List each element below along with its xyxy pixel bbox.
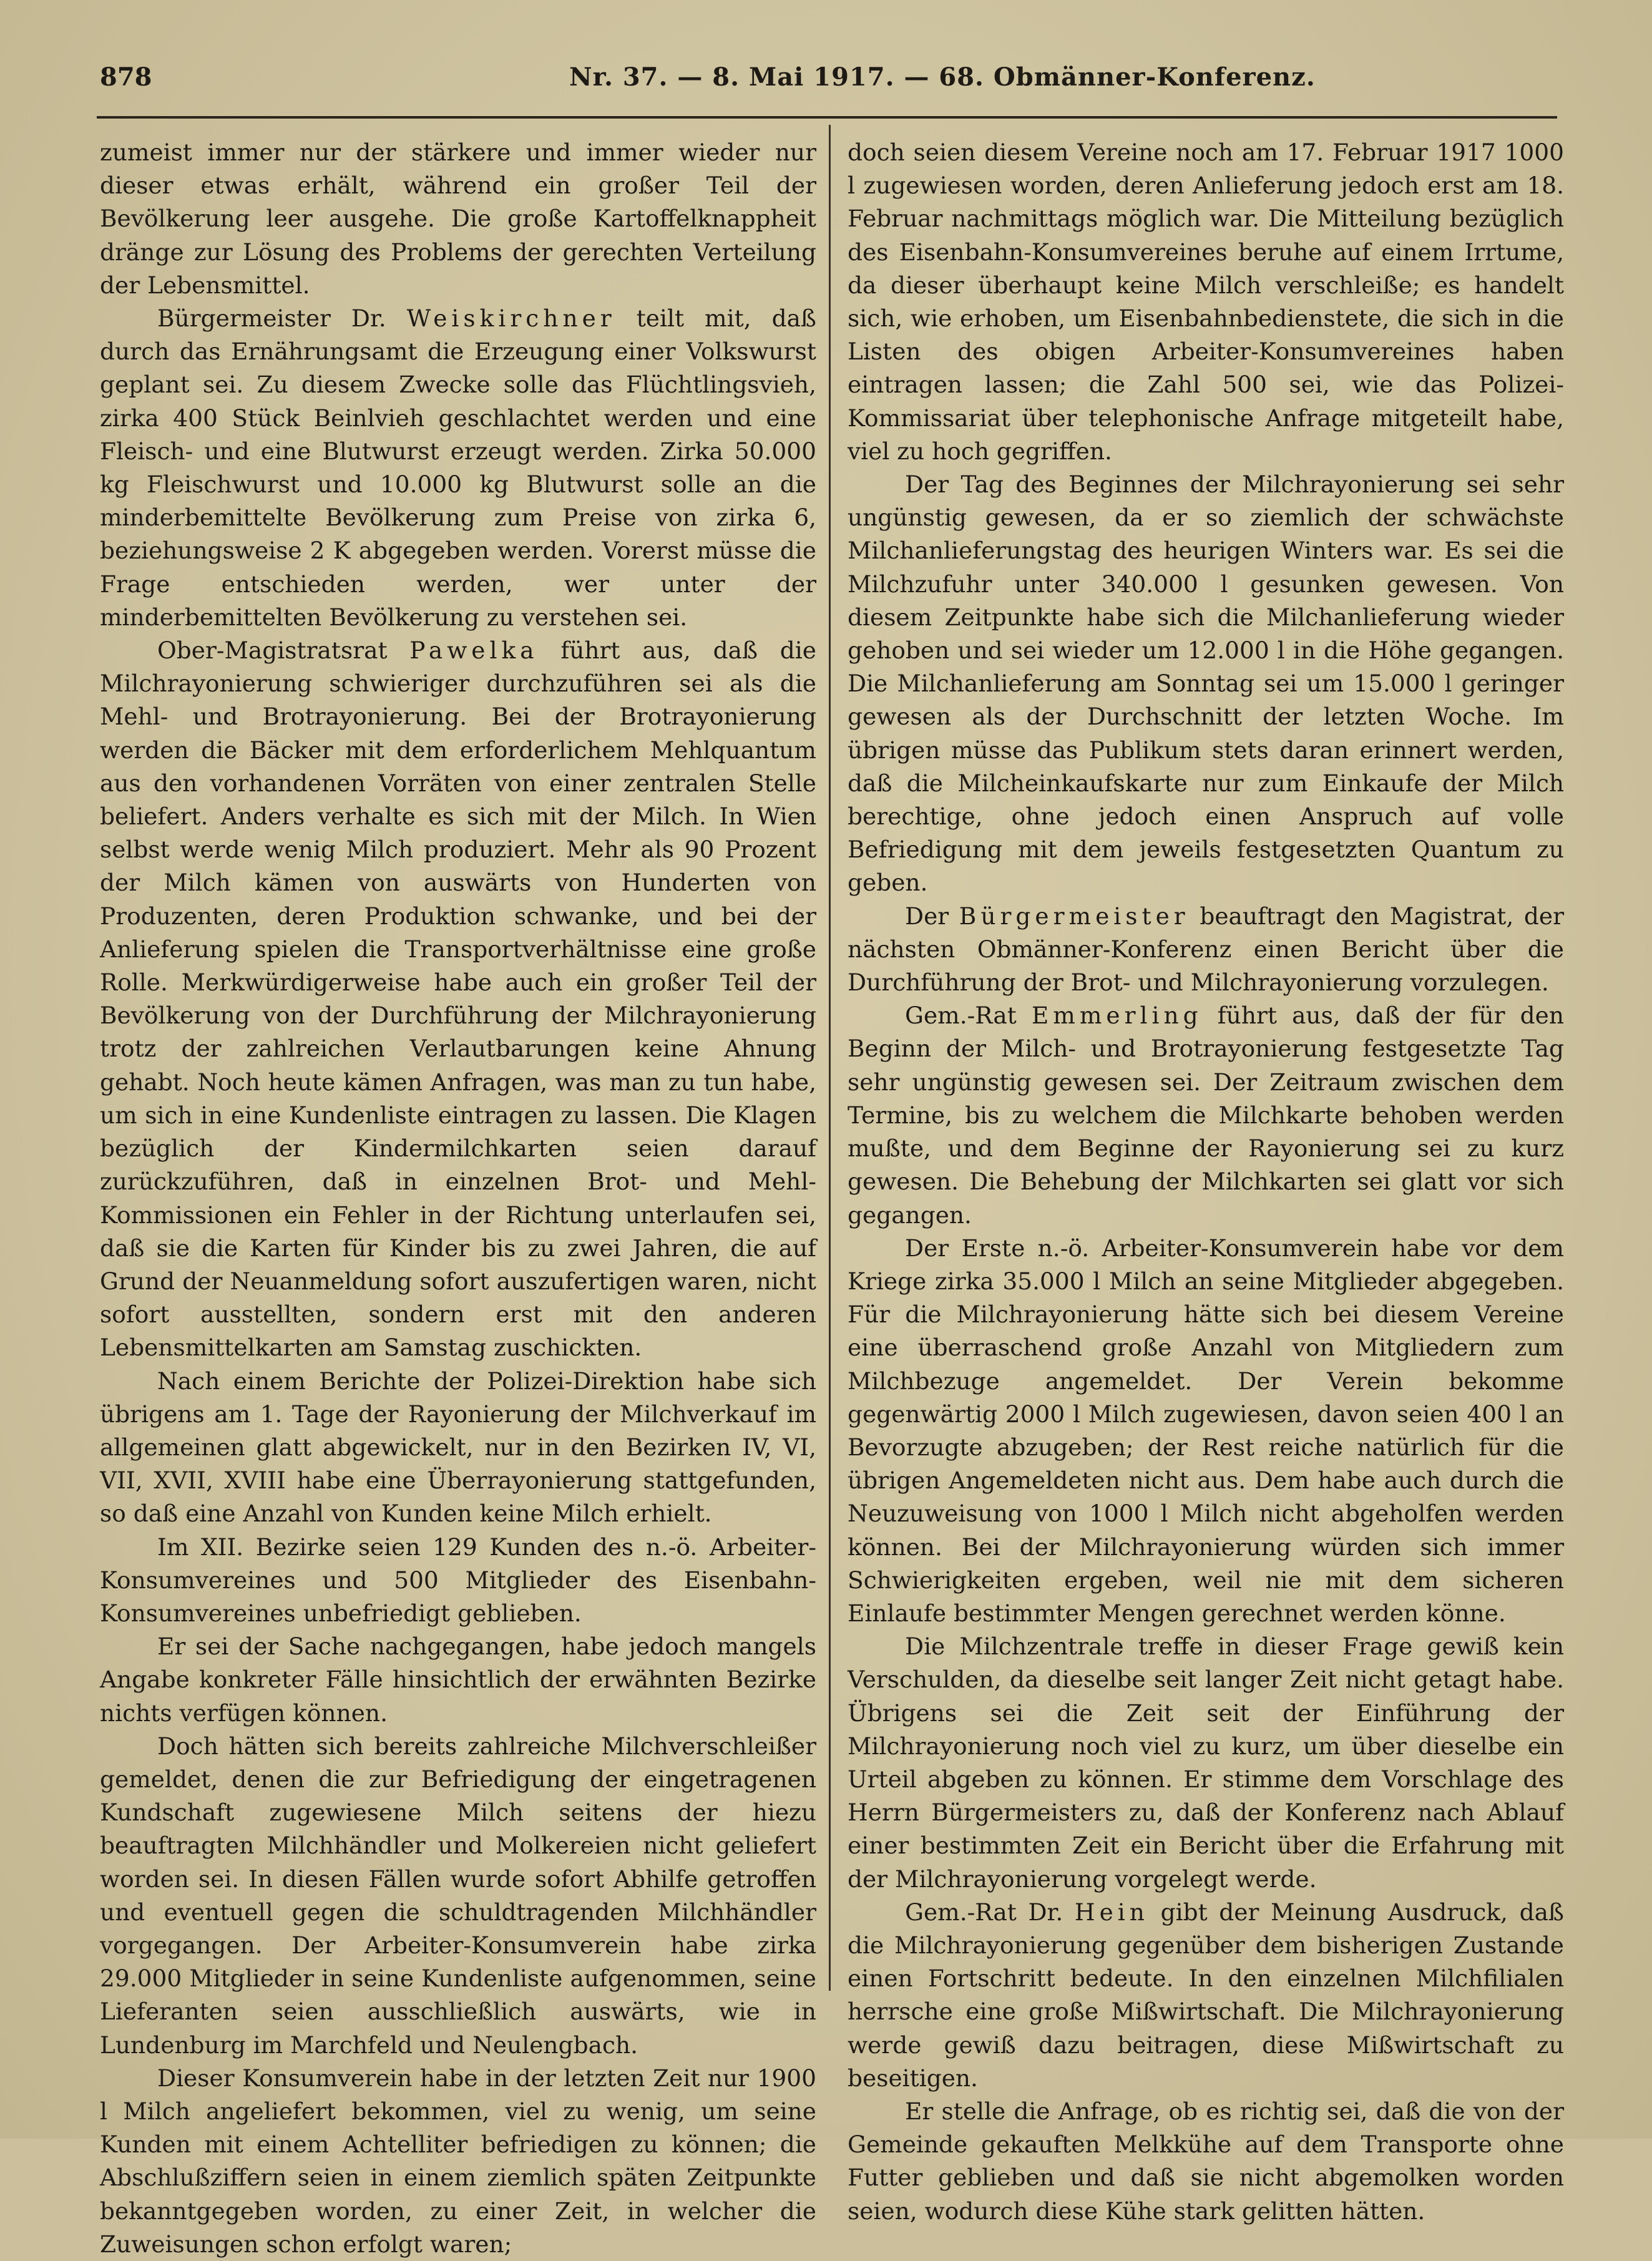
speaker-name: Emmerling (1031, 1002, 1203, 1030)
speaker-name: Weiskirchner (406, 305, 616, 333)
paragraph (848, 1896, 1564, 2095)
paragraph-text: Die Milchzentrale treffe in dieser Frage gewiß kein Verschulden, da dieselbe seit langer Zeit nicht getagt habe. Übrigens sei die Zeit seit der Einführung der Milchrayonierung noch viel zu kurz, um über dieselbe ein Urteil abgeben zu können. Er stimme dem Vorschlage des Herrn Bürgermeisters zu, daß der Konferenz nach Ablauf einer bestimmten Zeit ein Bericht über die Erfahrung mit der Milchrayonierung vorgelegt werde. (848, 1633, 1564, 1893)
paragraph-text: Der Tag des Beginnes der Milchrayonierung sei sehr ungünstig gewesen, da er so ziemlich der schwächste Milchanlieferungstag des heurigen Winters war. Es sei die Milchzufuhr unter 340.000 l gesunken gewesen. Von diesem Zeitpunkte habe sich die Milchanlieferung wieder gehoben und sei wieder um 12.000 l in die Höhe gegangen. Die Milchanlieferung am Sonntag sei um 15.000 l geringer gewesen als der Durchschnitt der letzten Woche. Im übrigen müsse das Publikum stets daran erinnert werden, daß die Milcheinkaufskarte nur zum Einkaufe der Milch berechtige, ohne jedoch einen Anspruch auf volle Befriedigung mit dem jeweils festgesetzten Quantum zu geben. (848, 471, 1564, 897)
paragraph (100, 634, 816, 1364)
paragraph-text: Der Erste n.-ö. Arbeiter-Konsumverein habe vor dem Kriege zirka 35.000 l Milch an seine Mitglieder abgegeben. Für die Milchrayonierung hätte sich bei diesem Vereine eine überraschend große Anzahl von Mitgliedern zum Milchbezuge angemeldet. Der Verein bekomme gegenwärtig 2000 l Milch zugewiesen, davon seien 400 l an Bevorzugte abzugeben; der Rest reiche natürlich für die übrigen Angemeldeten nicht aus. Dem habe auch durch die Neuzuweisung von 1000 l Milch nicht abgeholfen werden können. Bei der Milchrayonierung würden sich immer Schwierigkeiten ergeben, weil nie mit dem sicheren Einlaufe bestimmter Mengen gerechnet werden könne. (848, 1234, 1564, 1627)
paragraph (848, 900, 1564, 1000)
paragraph-text: doch seien diesem Vereine noch am 17. Februar 1917 1000 l zugewiesen worden, deren Anlieferung jedoch erst am 18. Februar nachmittags möglich war. Die Mitteilung bezüglich des Eisenbahn-Konsumvereines beruhe auf einem Irrtume, da dieser überhaupt keine Milch verschleiße; es handelt sich, wie erhoben, um Eisenbahnbedienstete, die sich in die Listen des obigen Arbeiter-Konsumvereines haben eintragen lassen; die Zahl 500 sei, wie das Polizei-Kommissariat über telephonische Anfrage mitgeteilt habe, viel zu hoch gegriffen. (848, 139, 1564, 465)
paragraph (848, 468, 1564, 900)
paragraph-text: Im XII. Bezirke seien 129 Kunden des n.-ö. Arbeiter-Konsumvereines und 500 Mitglieder des Eisenbahn-Konsumvereines unbefriedigt geblieben. (100, 1533, 816, 1627)
speaker-name: Hein (1074, 1898, 1149, 1926)
paragraph-text: Er sei der Sache nachgegangen, habe jedoch mangels Angabe konkreter Fälle hinsichtlich der erwähnten Bezirke nichts verfügen können. (100, 1633, 816, 1727)
paragraph-text: Er stelle die Anfrage, ob es richtig sei, daß die von der Gemeinde gekauften Melkkühe auf dem Transporte ohne Futter geblieben und daß sie nicht abgemolken worden seien, wodurch diese Kühe stark gelitten hätten. (848, 2097, 1564, 2225)
right-column (848, 136, 1564, 2228)
paragraph (100, 1730, 816, 2062)
paragraph (848, 1630, 1564, 1896)
speaker-title: Der (905, 902, 959, 930)
paragraph-text: Doch hätten sich bereits zahlreiche Milchverschleißer gemeldet, denen die zur Befriedigung der eingetragenen Kundschaft zugewiesene Milch seitens der hiezu beauftragten Milchhändler und Molkereien nicht geliefert worden sei. In diesen Fällen wurde sofort Abhilfe getroffen und eventuell gegen die schuldtragenden Milchhändler vorgegangen. Der Arbeiter-Konsumverein habe zirka 29.000 Mitglieder in seine Kundenliste aufgenommen, seine Lieferanten seien ausschließlich auswärts, wie in Lundenburg im Marchfeld und Neulengbach. (100, 1732, 816, 2059)
paragraph (100, 136, 816, 302)
paragraph (100, 1365, 816, 1531)
header-rule (97, 116, 1557, 119)
speaker-title: Gem.-Rat Dr. (905, 1898, 1075, 1926)
page-number: 878 (100, 62, 152, 92)
left-column (100, 136, 816, 2261)
paragraph-text: Dieser Konsumverein habe in der letzten Zeit nur 1900 l Milch angeliefert bekommen, viel zu wenig, um seine Kunden mit einem Achtelliter befriedigen zu können; die Abschlußziffern seien in einem ziemlich späten Zeitpunkte bekanntgegeben worden, zu einer Zeit, in welcher die Zuweisungen schon erfolgt waren; (100, 2064, 816, 2258)
paragraph (100, 2062, 816, 2261)
paragraph (100, 302, 816, 634)
paragraph-text: beauftragt den Magistrat, der nächsten Obmänner-Konferenz einen Bericht über die Durchführung der Brot- und Milchrayonierung vorzulegen. (848, 902, 1564, 997)
paragraph (848, 999, 1564, 1231)
column-divider (829, 125, 831, 1991)
paragraph-text: zumeist immer nur der stärkere und immer wieder nur dieser etwas erhält, während ein großer Teil der Bevölkerung leer ausgehe. Die große Kartoffelknappheit dränge zur Lösung des Problems der gerechten Verteilung der Lebensmittel. (100, 139, 816, 299)
paragraph (100, 1630, 816, 1730)
paragraph-text: führt aus, daß der für den Beginn der Milch- und Brotrayonierung festgesetzte Tag sehr ungünstig gewesen sei. Der Zeitraum zwischen dem Termine, bis zu welchem die Milchkarte behoben werden mußte, und dem Beginne der Rayonierung sei zu kurz gewesen. Die Behebung der Milchkarten sei glatt vor sich gegangen. (848, 1002, 1564, 1229)
paragraph-text: führt aus, daß die Milchrayonierung schwieriger durchzuführen sei als die Mehl- und Brotrayonierung. Bei der Brotrayonierung werden die Bäcker mit dem erforderlichem Mehlquantum aus den vorhandenen Vorräten von einer zentralen Stelle beliefert. Anders verhalte es sich mit der Milch. In Wien selbst werde wenig Milch produziert. Mehr als 90 Prozent der Milch kämen von auswärts von Hunderten von Produzenten, deren Produktion schwanke, und bei der Anlieferung spielen die Transportverhältnisse eine große Rolle. Merkwürdigerweise habe auch ein großer Teil der Bevölkerung von der Durchführung der Milchrayonierung trotz der zahlreichen Verlautbarungen keine Ahnung gehabt. Noch heute kämen Anfragen, was man zu tun habe, um sich in eine Kundenliste eintragen zu lassen. Die Klagen bezüglich der Kindermilchkarten seien darauf zurückzuführen, daß in einzelnen Brot- und Mehl-Kommissionen ein Fehler in der Richtung unterlaufen sei, daß sie die Karten für Kinder bis zu zwei Jahren, die auf Grund der Neuanmeldung sofort auszufertigen waren, nicht sofort ausstellten, sondern erst mit den anderen Lebensmittelkarten am Samstag zuschickten. (100, 637, 816, 1362)
paragraph-text: teilt mit, daß durch das Ernährungsamt die Erzeugung einer Volkswurst geplant sei. Zu diesem Zwecke solle das Flüchtlingsvieh, zirka 400 Stück Beinlvieh geschlachtet werden und eine Fleisch- und eine Blutwurst erzeugt werden. Zirka 50.000 kg Fleischwurst und 10.000 kg Blutwurst solle an die minderbemittelte Bevölkerung zum Preise von zirka 6, beziehungsweise 2 K abgegeben werden. Vorerst müsse die Frage entschieden werden, wer unter der minderbemittelten Bevölkerung zu verstehen sei. (100, 305, 816, 631)
paragraph-text: gibt der Meinung Ausdruck, daß die Milchrayonierung gegenüber dem bisherigen Zustande einen Fortschritt bedeute. In den einzelnen Milchfilialen herrsche eine große Mißwirtschaft. Die Milchrayonierung werde gewiß dazu beitragen, diese Mißwirtschaft zu beseitigen. (848, 1898, 1564, 2092)
paragraph (848, 2095, 1564, 2228)
speaker-name: Pawelka (409, 637, 539, 665)
speaker-title: Gem.-Rat (905, 1002, 1032, 1030)
page-header (100, 57, 1554, 95)
paragraph-text: Nach einem Berichte der Polizei-Direktion habe sich übrigens am 1. Tage der Rayonierung der Milchverkauf im allgemeinen glatt abgewickelt, nur in den Bezirken IV, VI, VII, XVII, XVIII habe eine Überrayonierung stattgefunden, so daß eine Anzahl von Kunden keine Milch erhielt. (100, 1367, 816, 1528)
paragraph (848, 136, 1564, 468)
speaker-title: Ober-Magistratsrat (157, 637, 410, 665)
running-head: Nr. 37. — 8. Mai 1917. — 68. Obmänner-Konferenz. (569, 62, 1316, 92)
speaker-name: Bürgermeister (959, 902, 1190, 930)
paragraph (100, 1531, 816, 1631)
speaker-title: Bürgermeister Dr. (157, 305, 407, 333)
paragraph (848, 1232, 1564, 1630)
